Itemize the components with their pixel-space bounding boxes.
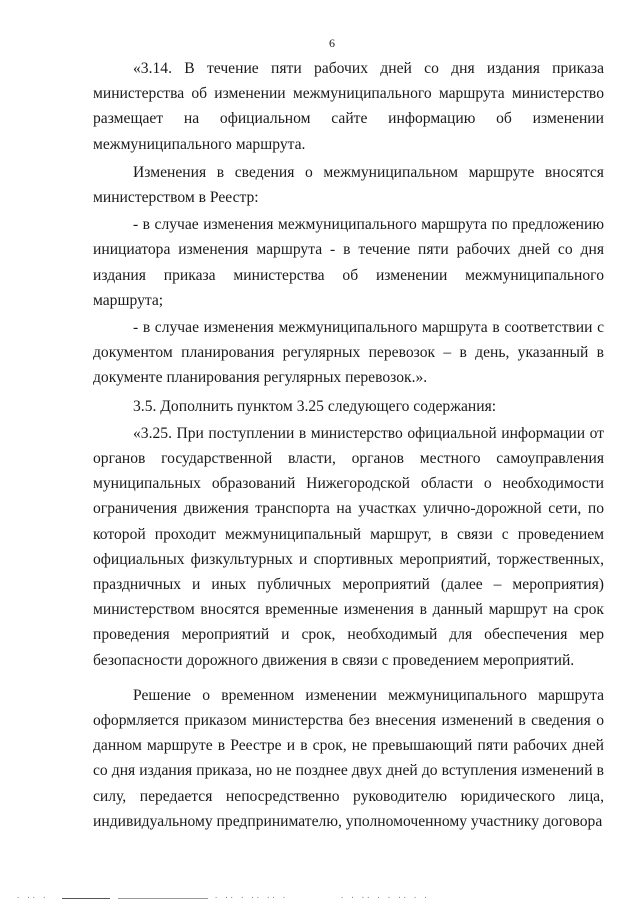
paragraph-initiator-case: - в случае изменения межмуниципального маршрута по предложению инициатора изменения маршрута - в течение пяти рабочих дней со дня издания приказа министерства об изменении межмуниципального маршрута; — [93, 216, 604, 309]
footer-rule-middle — [118, 898, 208, 899]
paragraph-3-5-heading: 3.5. Дополнить пунктом 3.25 следующего содержания: — [133, 397, 497, 415]
footer-rule-left — [62, 898, 110, 899]
footer-dots-right: · · ·· · · ·· · · — [340, 894, 429, 902]
paragraph-registry-changes: Изменения в сведения о межмуниципальном маршруте вносятся министерством в Реестр: — [93, 163, 604, 207]
footer-dots-middle: · ·· · ·· ·· · — [214, 894, 288, 902]
paragraph-temporary-change-decision: Решение о временном изменении межмуниципального маршрута оформляется приказом министерства без внесения изменений в сведения о данном маршруте в Реестре и в срок, не превышающий пяти рабочих дней со дня издания приказа, но не позднее двух дней до вступления изменений в силу, передается непосредственно руководителю юридического лица, индивидуальному предпринимателю, уполномоченному участнику договора — [93, 686, 604, 830]
footer-dots-left: · ·· · — [16, 894, 48, 902]
paragraph-planning-document-case: - в случае изменения межмуниципального маршрута в соответствии с документом планирования регулярных перевозок – в день, указанный в документе планирования регулярных перевозок.». — [93, 319, 604, 387]
paragraph-3-25: «3.25. При поступлении в министерство официальной информации от органов государственной власти, органов местного самоуправления муниципальных образований Нижегородской области о необходимости ограничения движения транспорта на участках улично-дорожной сети, по которой проходит межмуниципальный маршрут, в связи с проведением официальных физкультурных и спортивных мероприятий, торжественных, праздничных и иных публичных мероприятий (далее – мероприятия) министерством вносятся временные изменения в данный маршрут на срок проведения мероприятий и срок, необходимый для обеспечения мер безопасности дорожного движения в связи с проведением мероприятий. — [93, 424, 604, 669]
page-number: 6 — [329, 36, 335, 50]
scan-footer-marks — [0, 893, 640, 905]
document-body — [93, 56, 604, 834]
paragraph-3-14: «3.14. В течение пяти рабочих дней со дня издания приказа министерства об изменении межмуниципального маршрута министерство размещает на официальном сайте информацию об изменении межмуниципального маршрута. — [93, 60, 604, 153]
